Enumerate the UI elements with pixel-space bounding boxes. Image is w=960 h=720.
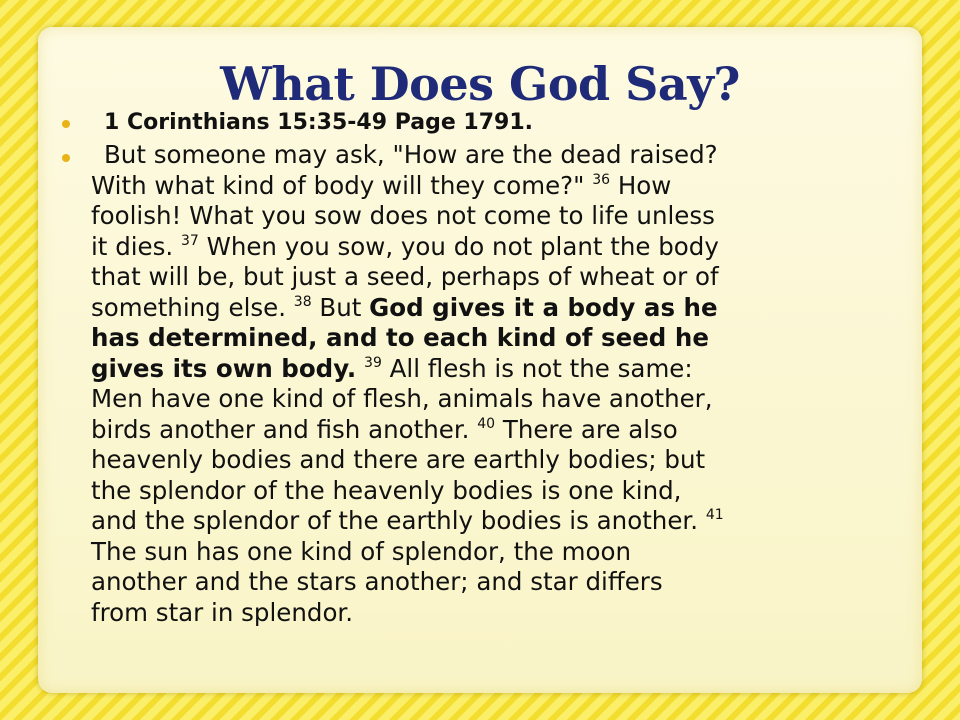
verse-number: 37 [180, 232, 199, 249]
emphasized-text: has determined, and to each kind of seed he [91, 323, 709, 352]
verse-line: Men have one kind of flesh, animals have another, [91, 384, 713, 413]
verse-line: foolish! What you sow does not come to life unless [91, 201, 715, 230]
verse-line: from star in splendor. [91, 597, 354, 627]
bullet-icon [62, 154, 70, 162]
verse-number: 41 [705, 507, 724, 523]
verse-line: the splendor of the heavenly bodies is one kind, [91, 475, 682, 505]
verse-line: and the splendor of the earthly bodies is another. $^{41}$ [91, 506, 724, 535]
verse-number: 40 [477, 415, 496, 432]
verse-line: another and the stars another; and star differs [91, 567, 663, 596]
verse-line [62, 323, 932, 354]
verse-line: gives its own body. $^{39}$ All flesh is not the same: [91, 353, 693, 383]
verse-line: something else. $^{38}$ But God gives it a body as he [91, 292, 718, 322]
verse-line: But someone may ask, "How are the dead raised? [104, 140, 718, 169]
bullet-icon [62, 120, 70, 128]
bullet-list [62, 108, 932, 628]
verse-line: heavenly bodies and there are earthly bodies; but [91, 445, 706, 474]
verse-number: 39 [364, 354, 382, 371]
verse-line: The sun has one kind of splendor, the moon [91, 536, 631, 566]
list-item-verse [62, 140, 932, 628]
verse-number: 38 [293, 293, 312, 310]
scripture-reference: 1 Corinthians 15:35-49 Page 1791. [104, 110, 533, 135]
verse-line: birds another and fish another. $^{40}$ There are also [91, 414, 678, 444]
verse-line: that will be, but just a seed, perhaps of wheat or of [91, 262, 719, 291]
verse-number: 36 [592, 171, 611, 188]
list-item-reference [62, 108, 932, 138]
verse-line: it dies. $^{37}$ When you sow, you do not plant the body [91, 231, 719, 261]
slide-title: What Does God Say? [220, 57, 740, 111]
verse-line: With what kind of body will they come?" $^{36}$ How [91, 170, 672, 200]
emphasized-text: God gives it a body as he [369, 292, 718, 322]
emphasized-text: gives its own body. [91, 353, 357, 383]
